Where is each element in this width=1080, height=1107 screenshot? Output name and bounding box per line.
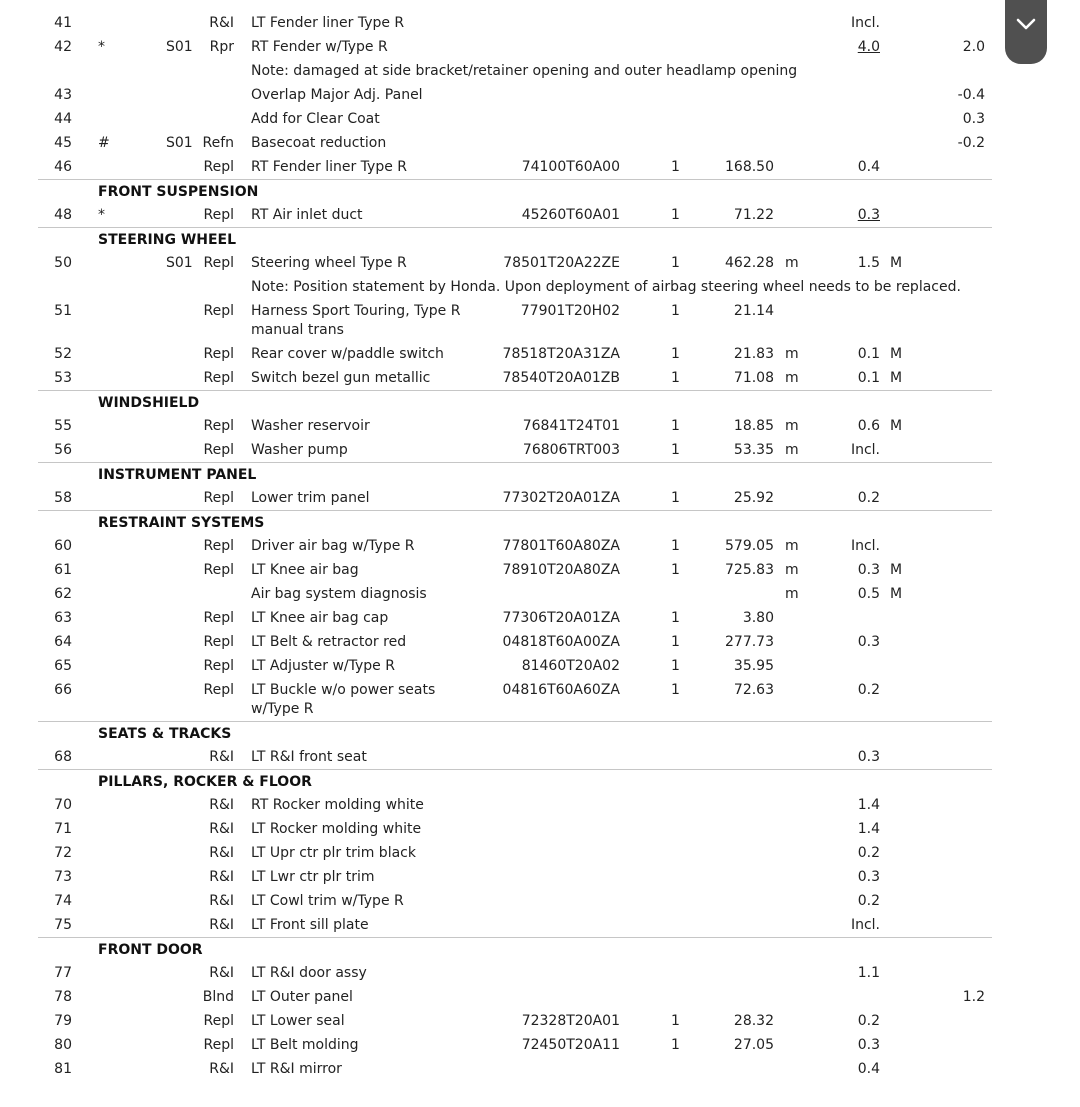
- section-header: [38, 179, 992, 203]
- line-item-row: [0, 961, 1080, 985]
- line-description: LT R&I front seat: [251, 749, 367, 765]
- part-number: 04816T60A60ZA: [502, 682, 620, 698]
- labor-hours: 0.4: [857, 159, 880, 175]
- quantity: 1: [671, 418, 680, 434]
- labor-hours: 0.3: [857, 207, 880, 223]
- line-number: 66: [54, 682, 72, 698]
- operation-type: Repl: [203, 1013, 234, 1029]
- labor-flag: M: [890, 255, 903, 271]
- line-description-cont: manual trans: [251, 322, 344, 338]
- line-number: 71: [54, 821, 72, 837]
- labor-hours: 0.2: [857, 682, 880, 698]
- line-description: Harness Sport Touring, Type R: [251, 303, 461, 319]
- part-number: 76806TRT003: [522, 442, 620, 458]
- operation-type: Repl: [203, 658, 234, 674]
- quantity: 1: [671, 682, 680, 698]
- quantity: 1: [671, 634, 680, 650]
- quantity: 1: [671, 255, 680, 271]
- labor-hours: 1.4: [857, 797, 880, 813]
- labor-hours: 0.1: [857, 346, 880, 362]
- line-item-row: [0, 11, 1080, 35]
- line-description: RT Air inlet duct: [251, 207, 363, 223]
- line-description: LT Belt & retractor red: [251, 634, 407, 650]
- line-description: RT Fender w/Type R: [251, 39, 388, 55]
- operation-type: R&I: [209, 869, 234, 885]
- line-number: 56: [54, 442, 72, 458]
- section-header: [38, 721, 992, 745]
- line-number: 53: [54, 370, 72, 386]
- line-description: Driver air bag w/Type R: [251, 538, 415, 554]
- line-number: 75: [54, 917, 72, 933]
- line-item-row: [0, 203, 1080, 227]
- line-description: LT Cowl trim w/Type R: [251, 893, 404, 909]
- section-title: PILLARS, ROCKER & FLOOR: [98, 774, 312, 790]
- labor-hours: Incl.: [850, 442, 880, 458]
- line-description: Washer pump: [251, 442, 348, 458]
- operation-type: Blnd: [202, 989, 234, 1005]
- operation-type: Repl: [203, 442, 234, 458]
- line-number: 79: [54, 1013, 72, 1029]
- line-item-row: [0, 985, 1080, 1009]
- price: 35.95: [733, 658, 774, 674]
- price: 18.85: [733, 418, 774, 434]
- labor-hours: 0.6: [857, 418, 880, 434]
- operation-type: Repl: [203, 610, 234, 626]
- price: 71.08: [733, 370, 774, 386]
- labor-hours: 1.4: [857, 821, 880, 837]
- price-flag: m: [785, 538, 799, 554]
- price-flag: m: [785, 370, 799, 386]
- line-number: 45: [54, 135, 72, 151]
- operation-type: R&I: [209, 15, 234, 31]
- operation-type: Repl: [203, 682, 234, 698]
- operation-type: R&I: [209, 845, 234, 861]
- price: 72.63: [733, 682, 774, 698]
- line-number: 50: [54, 255, 72, 271]
- line-number: 77: [54, 965, 72, 981]
- labor-flag: M: [890, 586, 903, 602]
- line-item-row: [0, 155, 1080, 179]
- operation-type: Repl: [203, 255, 234, 271]
- line-description: Basecoat reduction: [251, 135, 387, 151]
- labor-hours: 0.1: [857, 370, 880, 386]
- operation-type: R&I: [209, 797, 234, 813]
- labor-hours: 0.2: [857, 893, 880, 909]
- section-header: [38, 510, 992, 534]
- line-number: 70: [54, 797, 72, 813]
- price: 168.50: [725, 159, 774, 175]
- line-number: 62: [54, 586, 72, 602]
- labor-hours: 0.2: [857, 845, 880, 861]
- line-note: Note: Position statement by Honda. Upon deployment of airbag steering wheel needs to be replaced.: [251, 279, 961, 295]
- part-number: 77306T20A01ZA: [502, 610, 620, 626]
- operation-type: Repl: [203, 538, 234, 554]
- note-row: [0, 59, 1080, 83]
- line-number: 65: [54, 658, 72, 674]
- line-item-row: [0, 654, 1080, 678]
- part-number: 45260T60A01: [521, 207, 620, 223]
- labor-hours: 0.5: [857, 586, 880, 602]
- price-flag: m: [785, 255, 799, 271]
- line-number: 68: [54, 749, 72, 765]
- price: 579.05: [725, 538, 774, 554]
- labor-hours: 1.5: [857, 255, 880, 271]
- price: 21.14: [733, 303, 774, 319]
- quantity: 1: [671, 538, 680, 554]
- line-description: LT Front sill plate: [251, 917, 369, 933]
- line-item-row: [0, 366, 1080, 390]
- line-item-row: [0, 1033, 1080, 1057]
- line-number: 55: [54, 418, 72, 434]
- line-description: LT Upr ctr plr trim black: [251, 845, 416, 861]
- line-number: 44: [54, 111, 72, 127]
- line-item-row: [0, 35, 1080, 59]
- part-number: 72328T20A01: [521, 1013, 620, 1029]
- line-item-row: [0, 107, 1080, 131]
- line-description: Add for Clear Coat: [251, 111, 380, 127]
- price-flag: m: [785, 442, 799, 458]
- labor-hours: 4.0: [857, 39, 880, 55]
- price-flag: m: [785, 418, 799, 434]
- price: 28.32: [733, 1013, 774, 1029]
- line-number: 46: [54, 159, 72, 175]
- quantity: 1: [671, 159, 680, 175]
- quantity: 1: [671, 490, 680, 506]
- line-item-row: [0, 486, 1080, 510]
- quantity: 1: [671, 658, 680, 674]
- price: 71.22: [733, 207, 774, 223]
- line-number: 64: [54, 634, 72, 650]
- operation-type: Rpr: [209, 39, 234, 55]
- paint-hours: 2.0: [962, 39, 985, 55]
- price: 725.83: [725, 562, 774, 578]
- operation-type: R&I: [209, 965, 234, 981]
- labor-hours: 0.3: [857, 634, 880, 650]
- line-number: 60: [54, 538, 72, 554]
- section-title: SEATS & TRACKS: [98, 726, 232, 742]
- operation-type: Repl: [203, 370, 234, 386]
- line-item-row: [0, 865, 1080, 889]
- line-item-row: [0, 606, 1080, 630]
- section-title: FRONT DOOR: [98, 942, 203, 958]
- part-number: 78501T20A22ZE: [503, 255, 620, 271]
- operation-type: Repl: [203, 490, 234, 506]
- labor-hours: Incl.: [850, 15, 880, 31]
- labor-hours: 0.4: [857, 1061, 880, 1077]
- operation-type: R&I: [209, 917, 234, 933]
- price: 462.28: [725, 255, 774, 271]
- labor-flag: M: [890, 418, 903, 434]
- labor-hours: Incl.: [850, 917, 880, 933]
- operation-type: Repl: [203, 634, 234, 650]
- section-title: STEERING WHEEL: [98, 232, 237, 248]
- price-flag: m: [785, 562, 799, 578]
- line-description: LT Rocker molding white: [251, 821, 422, 837]
- labor-hours: 0.3: [857, 749, 880, 765]
- operation-type: R&I: [209, 893, 234, 909]
- labor-flag: M: [890, 562, 903, 578]
- line-description: Washer reservoir: [251, 418, 370, 434]
- price: 21.83: [733, 346, 774, 362]
- labor-hours: 0.2: [857, 1013, 880, 1029]
- estimate-line-items: [0, 11, 1080, 1081]
- line-description: Air bag system diagnosis: [251, 586, 427, 602]
- line-description: LT Fender liner Type R: [251, 15, 405, 31]
- line-description: LT Buckle w/o power seats: [251, 682, 436, 698]
- operation-type: Repl: [203, 159, 234, 175]
- line-description: LT R&I mirror: [251, 1061, 342, 1077]
- line-number: 58: [54, 490, 72, 506]
- price: 27.05: [733, 1037, 774, 1053]
- part-number: 72450T20A11: [521, 1037, 620, 1053]
- line-item-row: [0, 630, 1080, 654]
- price: 3.80: [742, 610, 774, 626]
- quantity: 1: [671, 1037, 680, 1053]
- labor-flag: M: [890, 370, 903, 386]
- quantity: 1: [671, 562, 680, 578]
- line-number: 51: [54, 303, 72, 319]
- labor-flag: M: [890, 346, 903, 362]
- line-description: RT Fender liner Type R: [251, 159, 407, 175]
- quantity: 1: [671, 442, 680, 458]
- line-number: 74: [54, 893, 72, 909]
- line-number: 63: [54, 610, 72, 626]
- line-item-row: [0, 1057, 1080, 1081]
- line-item-row: [0, 582, 1080, 606]
- line-item-row: [0, 913, 1080, 937]
- operation-type: R&I: [209, 821, 234, 837]
- line-description: LT Lwr ctr plr trim: [251, 869, 375, 885]
- line-item-row: [0, 438, 1080, 462]
- quantity: 1: [671, 303, 680, 319]
- line-description: LT Belt molding: [251, 1037, 359, 1053]
- part-number: 78540T20A01ZB: [502, 370, 620, 386]
- operation-type: R&I: [209, 749, 234, 765]
- line-description: Rear cover w/paddle switch: [251, 346, 444, 362]
- line-description-cont: w/Type R: [251, 701, 314, 717]
- operation-type: Refn: [202, 135, 234, 151]
- price: 25.92: [733, 490, 774, 506]
- line-number: 78: [54, 989, 72, 1005]
- line-number: 80: [54, 1037, 72, 1053]
- section-title: INSTRUMENT PANEL: [98, 467, 257, 483]
- operation-type: Repl: [203, 562, 234, 578]
- price: 53.35: [733, 442, 774, 458]
- line-marker: #: [98, 135, 110, 151]
- operation-type: Repl: [203, 346, 234, 362]
- quantity: 1: [671, 370, 680, 386]
- section-title: WINDSHIELD: [98, 395, 200, 411]
- line-description: LT R&I door assy: [251, 965, 367, 981]
- line-item-row: [0, 793, 1080, 817]
- line-item-row: [0, 414, 1080, 438]
- part-number: 74100T60A00: [521, 159, 620, 175]
- line-item-row: [0, 817, 1080, 841]
- line-number: 52: [54, 346, 72, 362]
- quantity: 1: [671, 346, 680, 362]
- paint-hours: -0.2: [957, 135, 985, 151]
- operation-code: S01: [166, 255, 193, 271]
- part-number: 78518T20A31ZA: [502, 346, 620, 362]
- line-item-row: [0, 534, 1080, 558]
- operation-type: Repl: [203, 1037, 234, 1053]
- quantity: 1: [671, 610, 680, 626]
- line-number: 41: [54, 15, 72, 31]
- labor-hours: 1.1: [857, 965, 880, 981]
- line-item-row: [0, 299, 1080, 342]
- paint-hours: -0.4: [957, 87, 985, 103]
- line-description: LT Knee air bag: [251, 562, 359, 578]
- chevron-down-icon: [1015, 17, 1037, 31]
- line-description: LT Knee air bag cap: [251, 610, 389, 626]
- line-marker: *: [98, 207, 105, 223]
- line-item-row: [0, 558, 1080, 582]
- section-header: [38, 769, 992, 793]
- line-description: RT Rocker molding white: [251, 797, 424, 813]
- labor-hours: 0.3: [857, 562, 880, 578]
- line-number: 48: [54, 207, 72, 223]
- operation-type: Repl: [203, 303, 234, 319]
- line-item-row: [0, 251, 1080, 275]
- line-item-row: [0, 83, 1080, 107]
- line-description: Overlap Major Adj. Panel: [251, 87, 423, 103]
- labor-hours: 0.3: [857, 1037, 880, 1053]
- section-header: [38, 937, 992, 961]
- line-description: Switch bezel gun metallic: [251, 370, 431, 386]
- operation-type: Repl: [203, 207, 234, 223]
- section-header: [38, 227, 992, 251]
- note-row: [0, 275, 1080, 299]
- line-number: 72: [54, 845, 72, 861]
- quantity: 1: [671, 207, 680, 223]
- line-description: Lower trim panel: [251, 490, 370, 506]
- scroll-down-button[interactable]: [1005, 0, 1047, 64]
- price-flag: m: [785, 586, 799, 602]
- section-header: [38, 390, 992, 414]
- line-number: 43: [54, 87, 72, 103]
- line-item-row: [0, 889, 1080, 913]
- line-item-row: [0, 841, 1080, 865]
- paint-hours: 0.3: [962, 111, 985, 127]
- line-item-row: [0, 131, 1080, 155]
- quantity: 1: [671, 1013, 680, 1029]
- line-item-row: [0, 342, 1080, 366]
- line-description: LT Outer panel: [251, 989, 353, 1005]
- line-number: 61: [54, 562, 72, 578]
- part-number: 81460T20A02: [521, 658, 620, 674]
- line-description: LT Adjuster w/Type R: [251, 658, 395, 674]
- part-number: 76841T24T01: [522, 418, 620, 434]
- part-number: 77801T60A80ZA: [502, 538, 620, 554]
- price-flag: m: [785, 346, 799, 362]
- section-title: RESTRAINT SYSTEMS: [98, 515, 265, 531]
- line-description: LT Lower seal: [251, 1013, 345, 1029]
- line-note: Note: damaged at side bracket/retainer opening and outer headlamp opening: [251, 63, 798, 79]
- line-item-row: [0, 1009, 1080, 1033]
- part-number: 77901T20H02: [520, 303, 620, 319]
- line-item-row: [0, 745, 1080, 769]
- line-number: 81: [54, 1061, 72, 1077]
- line-description: Steering wheel Type R: [251, 255, 407, 271]
- section-title: FRONT SUSPENSION: [98, 184, 259, 200]
- price: 277.73: [725, 634, 774, 650]
- part-number: 04818T60A00ZA: [502, 634, 620, 650]
- paint-hours: 1.2: [962, 989, 985, 1005]
- labor-hours: Incl.: [850, 538, 880, 554]
- part-number: 77302T20A01ZA: [502, 490, 620, 506]
- line-marker: *: [98, 39, 105, 55]
- line-number: 73: [54, 869, 72, 885]
- section-header: [38, 462, 992, 486]
- line-number: 42: [54, 39, 72, 55]
- operation-code: S01: [166, 135, 193, 151]
- part-number: 78910T20A80ZA: [502, 562, 620, 578]
- operation-type: R&I: [209, 1061, 234, 1077]
- labor-hours: 0.2: [857, 490, 880, 506]
- labor-hours: 0.3: [857, 869, 880, 885]
- operation-type: Repl: [203, 418, 234, 434]
- line-item-row: [0, 678, 1080, 721]
- operation-code: S01: [166, 39, 193, 55]
